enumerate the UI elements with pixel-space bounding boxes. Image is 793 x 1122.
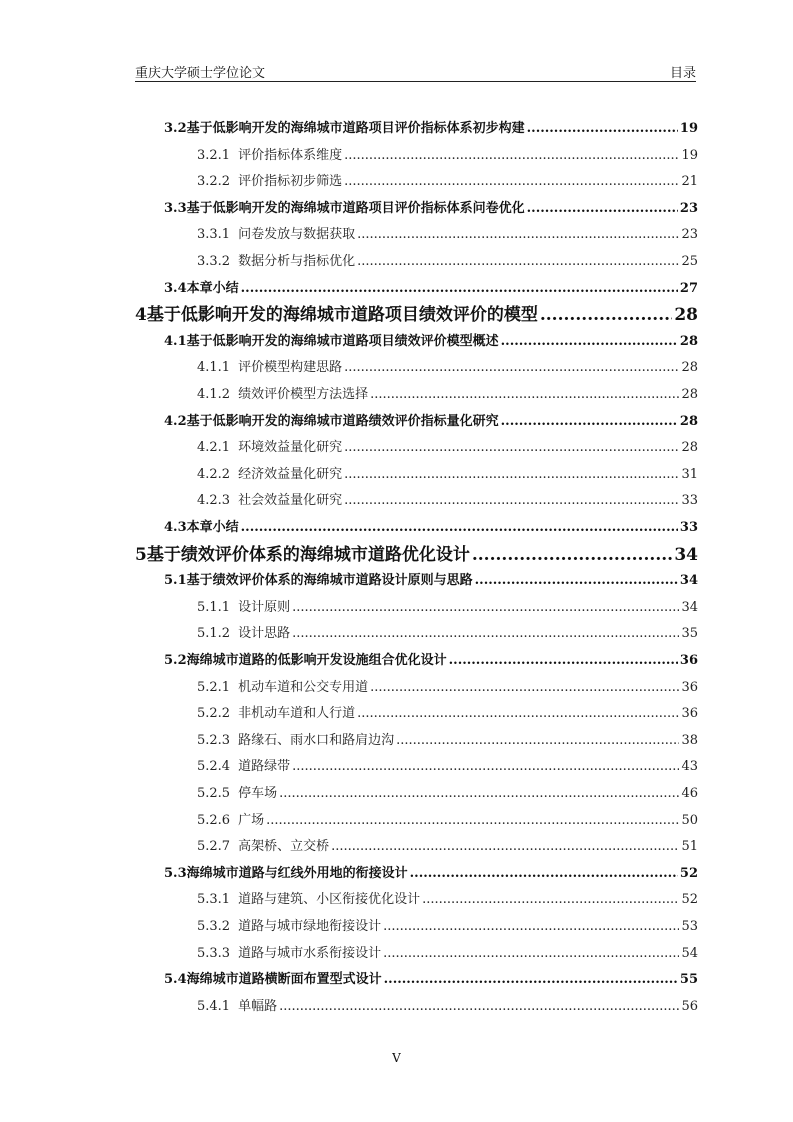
toc-entry-title: 设计原则 [238,599,291,615]
toc-entry-number: 5.1.1 [197,599,231,615]
toc-dot-leader [527,201,678,216]
toc-entry-number: 5.3.3 [197,945,231,961]
toc-dot-leader [370,387,679,402]
toc-entry-level-2[interactable] [135,516,698,535]
toc-entry-level-3[interactable] [135,782,698,801]
toc-entry-page: 34 [674,544,698,565]
toc-entry-level-3[interactable] [135,170,698,189]
toc-entry-level-3[interactable] [135,596,698,615]
toc-entry-level-3[interactable] [135,463,698,482]
toc-entry-title: 道路与建筑、小区衔接优化设计 [238,892,421,908]
toc-entry-page: 54 [681,945,698,961]
toc-entry-page: 28 [681,440,698,456]
thesis-title-header: 重庆大学硕士学位论文 [135,66,266,81]
toc-dot-leader [384,972,678,987]
toc-entry-title: 基于绩效评价体系的海绵城市道路优化设计 [146,544,470,565]
toc-dot-leader [241,281,678,296]
toc-entry-number: 5.4 [164,972,187,988]
toc-entry-page: 43 [681,759,698,775]
toc-entry-page: 28 [681,387,698,402]
toc-entry-page: 27 [679,280,698,296]
toc-entry-title: 问卷发放与数据获取 [238,227,356,243]
toc-entry-title: 评价模型构建思路 [238,360,343,376]
toc-entry-number: 5.2.1 [197,679,231,695]
toc-entry-page: 35 [681,626,698,642]
toc-entry-number: 5.4.1 [197,998,231,1014]
toc-entry-level-3[interactable] [135,436,698,455]
toc-entry-title: 海绵城市道路横断面布置型式设计 [186,972,382,988]
toc-entry-number: 5.2.2 [197,706,231,722]
toc-dot-leader [410,866,678,881]
toc-entry-level-3[interactable] [135,729,698,748]
running-header [135,60,696,82]
toc-dot-leader [344,440,679,455]
toc-entry-number: 4.2 [164,413,187,429]
toc-entry-page: 23 [681,227,698,243]
toc-entry-page: 31 [681,466,698,482]
toc-entry-number: 5.3.1 [197,892,231,908]
toc-entry-number: 5.2.5 [197,786,231,801]
toc-entry-title: 机动车道和公交专用道 [238,679,369,695]
toc-dot-leader [279,786,679,801]
toc-dot-leader [383,946,679,961]
toc-entry-page: 23 [679,200,698,216]
toc-entry-page: 34 [679,573,698,589]
toc-entry-title: 广场 [238,812,265,828]
toc-entry-page: 19 [681,147,698,163]
toc-entry-number: 5.1.2 [197,626,231,642]
toc-entry-level-3[interactable] [135,995,698,1014]
toc-entry-title: 道路绿带 [238,759,291,775]
toc-entry-page: 28 [679,333,698,349]
toc-entry-level-3[interactable] [135,755,698,774]
toc-entry-title: 设计思路 [238,626,291,642]
toc-entry-number: 4.2.3 [197,493,231,509]
toc-entry-level-2[interactable] [135,117,698,136]
toc-entry-title: 评价指标初步筛选 [238,174,343,190]
toc-dot-leader [475,573,678,588]
toc-entry-number: 4.2.1 [197,440,231,456]
toc-entry-title: 道路与城市水系衔接设计 [238,945,382,961]
toc-entry-level-3[interactable] [135,676,698,695]
page-number: V [392,1051,401,1065]
toc-entry-number: 4.1 [164,333,187,349]
toc-dot-leader [501,414,678,429]
toc-entry-number: 3.3.1 [197,227,231,243]
toc-entry-level-3[interactable] [135,888,698,907]
toc-dot-leader [396,733,679,748]
toc-dot-leader [344,493,679,508]
toc-dot-leader [344,174,679,189]
toc-entry-title: 道路与城市绿地衔接设计 [238,919,382,934]
toc-dot-leader [449,653,678,668]
toc-entry-number: 3.4 [164,280,187,296]
toc-entry-page: 28 [674,305,698,326]
toc-entry-page: 36 [681,706,698,722]
toc-dot-leader [292,600,679,615]
toc-entry-page: 52 [679,865,698,881]
toc-dot-leader [292,626,679,641]
toc-entry-title: 非机动车道和人行道 [238,706,356,722]
toc-dot-leader [472,545,672,565]
toc-entry-page: 28 [679,413,698,429]
toc-entry-title: 海绵城市道路的低影响开发设施组合优化设计 [186,653,447,668]
toc-entry-level-2[interactable] [135,862,698,881]
toc-entry-level-2[interactable] [135,569,698,588]
toc-entry-level-3[interactable] [135,835,698,854]
toc-entry-number: 3.2.2 [197,174,231,190]
toc-entry-number: 3.3 [164,200,187,216]
toc-entry-title: 本章小结 [186,520,239,535]
toc-entry-level-2[interactable] [135,330,698,349]
toc-entry-title: 经济效益量化研究 [238,466,343,482]
toc-dot-leader [279,999,679,1014]
toc-dot-leader [501,334,678,349]
toc-entry-title: 停车场 [238,786,278,801]
toc-dot-leader [344,360,679,375]
header-rule [135,81,696,82]
toc-entry-number: 4.1.2 [197,387,231,402]
toc-dot-leader [344,467,679,482]
toc-entry-page: 50 [681,812,698,828]
toc-entry-title: 基于低影响开发的海绵城市道路项目评价指标体系初步构建 [186,121,525,136]
toc-entry-title: 评价指标体系维度 [238,147,343,163]
toc-entry-level-3[interactable] [135,942,698,961]
toc-entry-level-3[interactable] [135,383,698,402]
toc-entry-level-2[interactable] [135,277,698,296]
toc-entry-title: 高架桥、立交桥 [238,839,330,855]
toc-entry-number: 5.2.3 [197,732,231,748]
toc-dot-leader [357,227,679,242]
toc-entry-level-3[interactable] [135,915,698,934]
toc-dot-leader [370,680,679,695]
toc-entry-number: 5 [135,544,147,565]
toc-entry-page: 53 [681,919,698,934]
toc-entry-page: 21 [681,174,698,190]
toc-entry-level-3[interactable] [135,622,698,641]
section-header: 目录 [669,66,696,81]
toc-entry-page: 36 [681,679,698,695]
toc-entry-level-2[interactable] [135,968,698,987]
toc-entry-page: 38 [681,732,698,748]
toc-entry-number: 5.2 [164,653,187,668]
toc-entry-page: 25 [681,254,698,269]
toc-entry-level-3[interactable] [135,356,698,375]
toc-entry-number: 4.1.1 [197,360,231,376]
toc-entry-number: 4 [135,305,147,326]
toc-dot-leader [344,148,679,163]
toc-dot-leader [292,759,679,774]
toc-dot-leader [540,305,672,325]
toc-entry-level-1[interactable] [135,300,698,325]
toc-entry-title: 基于低影响开发的海绵城市道路项目评价指标体系问卷优化 [186,200,525,216]
toc-entry-title: 基于低影响开发的海绵城市道路绩效评价指标量化研究 [186,413,499,429]
toc-entry-number: 5.2.6 [197,812,231,828]
toc-entry-level-1[interactable] [135,540,698,565]
toc-entry-page: 56 [681,998,698,1014]
toc-entry-level-2[interactable] [135,649,698,668]
toc-entry-number: 5.2.4 [197,759,231,775]
toc-entry-number: 5.1 [164,573,187,589]
toc-entry-page: 28 [681,360,698,376]
toc-entry-page: 36 [679,653,698,668]
toc-dot-leader [422,892,679,907]
toc-entry-title: 基于低影响开发的海绵城市道路项目绩效评价的模型 [146,305,538,326]
toc-entry-title: 数据分析与指标优化 [238,254,356,269]
toc-entry-page: 33 [681,493,698,509]
toc-entry-title: 路缘石、雨水口和路肩边沟 [238,732,395,748]
toc-entry-level-3[interactable] [135,223,698,242]
toc-dot-leader [241,520,678,535]
toc-entry-level-2[interactable] [135,197,698,216]
toc-entry-level-3[interactable] [135,250,698,269]
toc-dot-leader [527,121,678,136]
toc-entry-title: 海绵城市道路与红线外用地的衔接设计 [186,865,408,881]
toc-dot-leader [357,254,679,269]
toc-entry-number: 4.2.2 [197,466,231,482]
toc-entry-level-3[interactable] [135,702,698,721]
toc-entry-page: 19 [679,121,698,136]
toc-dot-leader [357,706,679,721]
toc-entry-page: 34 [681,599,698,615]
toc-entry-level-3[interactable] [135,809,698,828]
toc-entry-page: 46 [681,786,698,801]
toc-entry-number: 3.2 [164,121,187,136]
toc-entry-title: 环境效益量化研究 [238,440,343,456]
toc-entry-title: 本章小结 [186,280,239,296]
toc-entry-number: 5.2.7 [197,839,231,855]
toc-dot-leader [331,839,679,854]
toc-entry-title: 基于绩效评价体系的海绵城市道路设计原则与思路 [186,573,473,589]
toc-entry-title: 单幅路 [238,998,278,1014]
toc-entry-page: 51 [681,839,698,855]
toc-entry-level-2[interactable] [135,410,698,429]
toc-entry-number: 3.3.2 [197,254,231,269]
toc-dot-leader [383,919,679,934]
toc-entry-title: 基于低影响开发的海绵城市道路项目绩效评价模型概述 [186,333,499,349]
toc-entry-page: 52 [681,892,698,908]
toc-entry-title: 绩效评价模型方法选择 [238,387,369,402]
toc-entry-title: 社会效益量化研究 [238,493,343,509]
toc-entry-level-3[interactable] [135,144,698,163]
toc-entry-number: 4.3 [164,520,187,535]
toc-entry-page: 33 [679,520,698,535]
toc-entry-number: 5.3.2 [197,919,231,934]
toc-entry-number: 5.3 [164,865,187,881]
toc-entry-level-3[interactable] [135,489,698,508]
toc-dot-leader [266,813,679,828]
toc-entry-number: 3.2.1 [197,147,231,163]
toc-entry-page: 55 [679,972,698,988]
